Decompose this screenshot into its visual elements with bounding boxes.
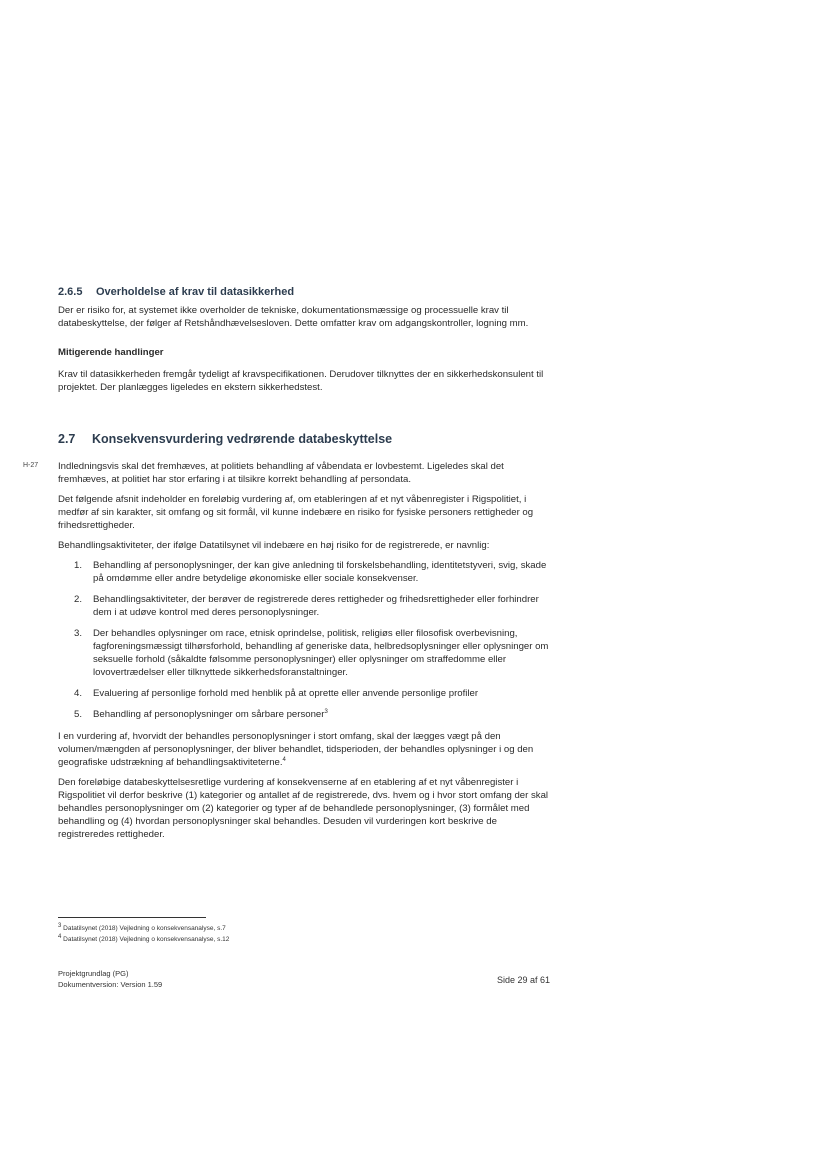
footnote-ref: 4 [282, 756, 286, 763]
list-number: 1. [74, 560, 83, 571]
paragraph: Det følgende afsnit indeholder en foreløbig vurdering af, om etableringen af et nyt våbenregister i Rigspolitiet, i medfør af sin karakter, sit omfang og sit formål, vil kunne indebære en risiko for fysiske personers rettigheder og frihedsrettigheder. [58, 494, 534, 531]
risk-list [58, 559, 555, 721]
footer-title: Projektgrundlag (PG) [58, 969, 129, 978]
list-text: Behandling af personoplysninger, der kan give anledning til forskelsbehandling, identitetstyveri, svig, skade på omdømme eller andre betydelige økonomiske eller sociale konsekvenser. [93, 560, 547, 584]
list-item [58, 687, 555, 700]
main-content [58, 286, 555, 848]
paragraph: Krav til datasikkerheden fremgår tydeligt af kravspecifikationen. Derudover tilknyttes der en sikkerhedskonsulent til projektet. Der planlægges ligeledes en ekstern sikkerhedstest. [58, 369, 544, 393]
footer-version: Dokumentversion: Version 1.59 [58, 980, 163, 989]
list-text: Evaluering af personlige forhold med henblik på at oprette eller anvende personlige profiler [93, 688, 479, 699]
section-number: 2.6.5 [58, 286, 83, 298]
list-text: Behandling af personoplysninger om sårbare personer [93, 709, 325, 720]
page-number: Side 29 af 61 [497, 975, 551, 985]
footnote-number: 3 [58, 922, 62, 929]
footnotes [58, 923, 229, 945]
margin-note: H-27 [23, 462, 39, 469]
footnote-number: 4 [58, 933, 62, 940]
footnote-ref: 3 [324, 708, 328, 715]
paragraph: Indledningsvis skal det fremhæves, at politiets behandling af våbendata er lovbestemt. Ligeledes skal det fremhæves, at politiet har stor erfaring i at tilsikre korrekt behandling af persondata. [58, 461, 504, 485]
subheading: Mitigerende handlinger [58, 347, 164, 358]
list-number: 3. [74, 628, 83, 639]
list-number: 2. [74, 594, 83, 605]
list-item [58, 708, 555, 721]
footnote-text: Datatilsynet (2018) Vejledning o konsekvensanalyse, s.12 [63, 936, 230, 943]
paragraph: Den foreløbige databeskyttelsesretlige vurdering af konsekvenserne af en etablering af et nyt våbenregister i Rigspolitiet vil derfor beskrive (1) kategorier og antallet af de registrerede, dvs. hvem og i hvor stort omfang der skal behandles personoplysninger om (2) kategorier og typer af de behandlede personoplysninger, (3) formålet med behandling og (4) hvordan personoplysninger skal behandles. Desuden vil vurderingen kort beskrive de registreredes rettigheder. [58, 777, 549, 840]
footnote [58, 923, 229, 934]
footnote [58, 934, 229, 945]
footer-doc-info [58, 968, 162, 990]
paragraph: Der er risiko for, at systemet ikke overholder de tekniske, dokumentationsmæssige og processuelle krav til databeskyttelse, der følger af Retshåndhævelsesloven. Dette omfatter krav om adgangskontroller, logning mm. [58, 305, 529, 329]
section-heading-2-6-5 [58, 286, 555, 299]
list-item [58, 627, 555, 679]
paragraph: Behandlingsaktiviteter, der ifølge Datatilsynet vil indebære en høj risiko for de registrerede, er navnlig: [58, 540, 490, 551]
section-title: Overholdelse af krav til datasikkerhed [96, 286, 295, 298]
list-item [58, 559, 555, 585]
footnote-text: Datatilsynet (2018) Vejledning o konsekvensanalyse, s.7 [63, 925, 226, 932]
list-number: 5. [74, 709, 83, 720]
footnote-divider [58, 917, 206, 918]
paragraph: I en vurdering af, hvorvidt der behandles personoplysninger i stort omfang, skal der lægges vægt på den volumen/mængden af personoplysninger, der bliver behandlet, tidsperioden, der behandles oplysninger i og den geografiske udstrækning af behandlingsaktiviteterne. [58, 731, 534, 768]
list-text: Der behandles oplysninger om race, etnisk oprindelse, politisk, religiøs eller filosofisk overbevisning, fagforeningsmæssigt tilhørsforhold, behandling af generiske data, helbredsoplysninger eller oplysninger om seksuelle forhold (såkaldte følsomme personoplysninger) eller oplysninger om straffedomme eller lovovertrædelser eller tilknyttede sikkerhedsforanstaltninger. [93, 628, 549, 678]
section-heading-2-7 [58, 433, 555, 446]
section-number: 2.7 [58, 432, 76, 446]
section-title: Konsekvensvurdering vedrørende databeskyttelse [92, 432, 393, 446]
list-number: 4. [74, 688, 83, 699]
list-text: Behandlingsaktiviteter, der berøver de registrerede deres rettigheder og frihedsrettigheder eller forhindrer dem i at udøve kontrol med deres personoplysninger. [93, 594, 539, 618]
list-item [58, 593, 555, 619]
